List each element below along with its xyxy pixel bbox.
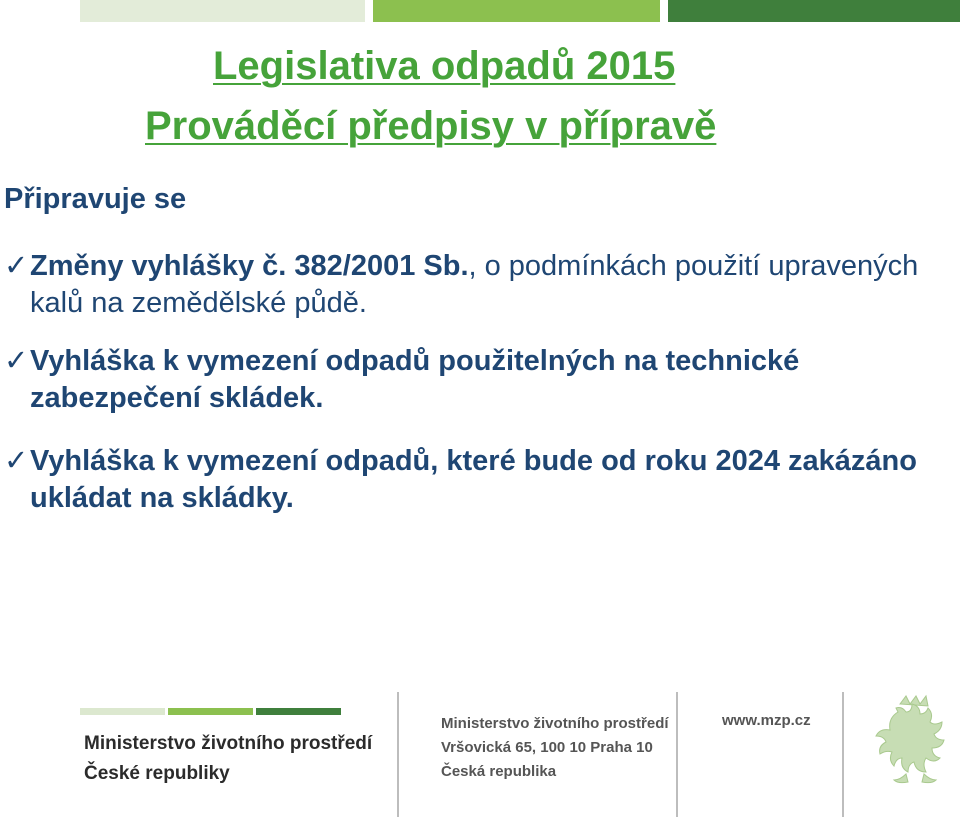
footer-org-line1: Ministerstvo životního prostředí xyxy=(84,733,373,754)
footer-strip-dark xyxy=(256,708,341,715)
bullet-list xyxy=(4,248,949,517)
lead-text: Připravuje se xyxy=(4,183,187,215)
bullet-item xyxy=(4,343,949,417)
top-bar-dark xyxy=(668,0,960,22)
footer-address-line1: Ministerstvo životního prostředí xyxy=(441,715,669,732)
footer-org-line2: České republiky xyxy=(84,763,230,784)
check-icon: ✓ xyxy=(4,250,29,282)
bullet-item xyxy=(4,443,949,517)
bullet-item xyxy=(4,248,949,322)
bullet-text: Vyhláška k vymezení odpadů použitelných na technické zabezpečení skládek. xyxy=(30,345,800,414)
footer-address xyxy=(441,712,669,784)
footer-strip-light xyxy=(80,708,165,715)
bullet-bold-text: Změny vyhlášky č. 382/2001 Sb. xyxy=(30,250,469,282)
footer-address-line3: Česká republika xyxy=(441,763,557,780)
footer-strip-mid xyxy=(168,708,253,715)
check-icon: ✓ xyxy=(4,445,29,477)
bullet-text: Vyhláška k vymezení odpadů, které bude od roku 2024 zakázáno ukládat na skládky. xyxy=(30,445,917,514)
footer-address-line2: Vršovická 65, 100 10 Praha 10 xyxy=(441,739,653,756)
footer-divider xyxy=(842,692,844,817)
slide-title-line1: Legislativa odpadů 2015 xyxy=(213,44,676,88)
slide-title-line2: Prováděcí předpisy v přípravě xyxy=(145,104,717,148)
footer-organization xyxy=(84,729,372,789)
footer-website-link[interactable]: www.mzp.cz xyxy=(722,712,811,729)
check-icon: ✓ xyxy=(4,345,29,377)
top-bar-light xyxy=(80,0,365,22)
footer-divider xyxy=(676,692,678,817)
footer-divider xyxy=(397,692,399,817)
top-bar-mid xyxy=(373,0,660,22)
czech-lion-icon xyxy=(870,694,958,789)
bullet-normal-text: , o podmínkách použití upravených kalů na zemědělské půdě. xyxy=(30,250,919,319)
